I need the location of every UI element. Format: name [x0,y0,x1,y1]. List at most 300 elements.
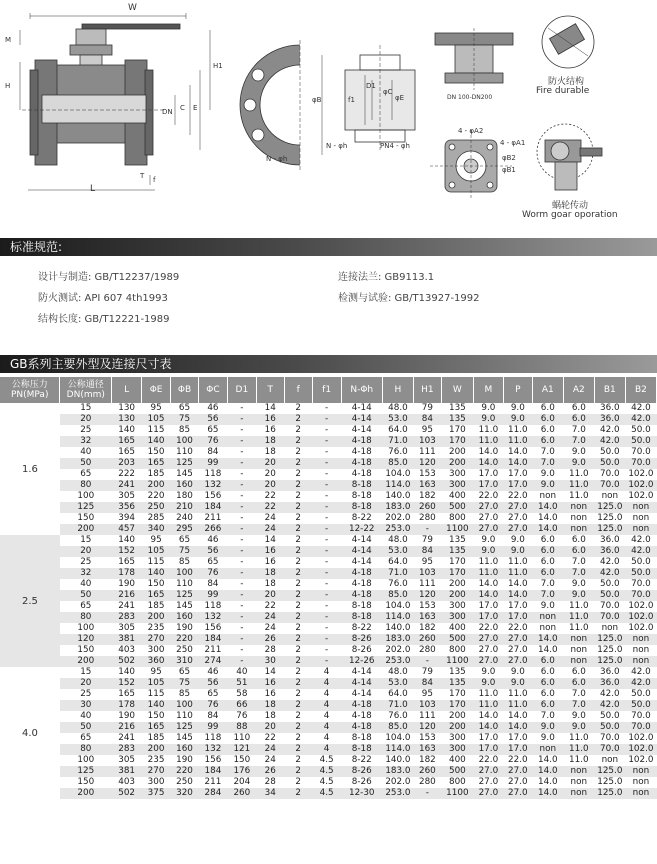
table-cell: 80 [60,612,112,623]
table-cell: 283 [112,744,142,755]
table-cell: 42.0 [625,546,656,557]
table-cell: 394 [118,513,136,523]
table-cell: 130 [112,414,142,425]
table-cell: 300 [441,612,473,623]
table-cell: 110 [233,733,251,743]
table-cell: 14.0 [508,711,528,721]
table-cell: 48.0 [388,403,408,413]
table-cell: 145 [176,733,193,743]
table-cell: 36.0 [600,403,620,413]
table-cell: - [312,414,341,425]
table-cell: 40 [80,447,92,457]
table-cell: 95 [150,403,162,413]
table-cell: 7.0 [571,557,586,567]
table-cell: 118 [204,469,222,479]
table-cell: 20 [60,414,112,425]
table-cell: 4 [312,678,341,689]
table-cell: non [625,766,656,777]
table-cell: 2 [284,722,312,733]
table-cell: 11.0 [508,425,528,435]
table-cell: 70.0 [625,722,656,733]
table-cell: 11.0 [563,612,594,623]
column-header: f1 [312,377,341,403]
table-cell: 152 [112,678,142,689]
table-cell: 190 [118,579,136,589]
table-cell: 190 [118,711,136,721]
table-cell: 135 [448,535,466,545]
table-cell: 95 [150,535,162,545]
table-cell: 163 [413,612,441,623]
table-cell: 76.0 [388,579,408,589]
table-cell: 42.0 [600,689,620,699]
table-cell: 100 [77,491,95,501]
table-cell: 16 [264,689,276,699]
table-cell: 11.0 [478,689,499,699]
table-cell: 125 [60,766,112,777]
dim-d1-label: D1 [366,82,376,90]
table-cell: 50.0 [594,458,625,469]
column-header: H1 [413,377,441,403]
table-cell: - [312,634,341,645]
table-cell: 95 [421,425,433,435]
table-cell: 46 [207,667,219,677]
table-cell: 132 [198,612,227,623]
table-cell: 8-18 [351,601,372,611]
table-cell: 6.0 [532,568,563,579]
table-cell: 250 [176,645,193,655]
table-cell: 2 [284,568,312,579]
dimension-table-header: GB系列主要外型及连接尺寸表 [0,355,657,373]
table-cell: 6.0 [571,535,586,545]
table-cell: 140 [118,667,136,677]
table-cell: 16 [264,557,276,567]
table-cell: 14.0 [532,788,563,799]
table-cell: - [312,502,341,513]
table-cell: 12-26 [341,656,382,667]
table-cell: 4-18 [341,722,382,733]
table-cell: 42.0 [625,678,656,689]
standard-item: 防火测试: API 607 4th1993 [38,293,168,304]
table-cell: 16 [256,546,284,557]
table-cell: 160 [171,612,199,623]
table-cell: 27.0 [503,634,532,645]
table-cell: 140 [118,425,136,435]
table-cell: 6.0 [540,403,555,413]
table-cell: 102.0 [625,744,656,755]
table-cell: 360 [142,656,171,667]
table-cell: 70.0 [631,579,651,589]
table-cell: 11.0 [478,557,499,567]
table-cell: - [413,656,441,667]
table-cell: 300 [448,469,466,479]
table-cell: 42.0 [594,568,625,579]
table-cell: 14.0 [503,590,532,601]
table-cell: - [227,634,256,645]
table-cell: 22.0 [508,623,528,633]
table-cell: 11.0 [503,700,532,711]
table-row [0,744,657,755]
table-cell: non [625,656,656,667]
table-cell: 9.0 [503,414,532,425]
table-cell: 7.0 [540,711,555,721]
dim-f-label: f [153,176,156,184]
table-cell: 102.0 [628,601,654,611]
table-cell: 75 [171,546,199,557]
table-cell: 132 [198,744,227,755]
table-cell: 64.0 [388,689,408,699]
table-cell: 9.0 [510,535,525,545]
table-cell: 2 [295,557,301,567]
table-cell: 280 [418,777,436,787]
table-cell: - [312,546,341,557]
column-header: M [473,377,503,403]
table-cell: 6.0 [540,425,555,435]
table-row [0,700,657,711]
table-cell: 65 [80,733,92,743]
table-cell: 4.5 [319,777,334,787]
table-cell: 165 [142,590,171,601]
table-cell: 9.0 [510,667,525,677]
table-cell: 76.0 [388,447,408,457]
column-header: A2 [563,377,594,403]
table-cell: - [227,612,256,623]
table-cell: 1100 [441,788,473,799]
table-cell: - [312,436,341,447]
table-cell: 111 [418,711,436,721]
table-cell: 28 [264,777,276,787]
table-cell: 183.0 [382,634,413,645]
table-cell: 6.0 [563,678,594,689]
table-cell: 18 [264,579,276,589]
table-cell: 2 [284,524,312,535]
table-cell: - [325,513,329,523]
column-header: T [256,377,284,403]
table-cell: 502 [112,656,142,667]
table-cell: 502 [112,788,142,799]
table-cell: 241 [118,601,136,611]
table-cell: 85.0 [382,722,413,733]
table-row [0,524,657,535]
table-cell: 22 [264,491,276,501]
table-cell: 2 [295,755,301,765]
table-cell: 70.0 [594,612,625,623]
table-cell: - [325,469,329,479]
table-cell: 14 [264,403,276,413]
table-cell: 22 [264,601,276,611]
table-cell: 170 [441,436,473,447]
table-cell: 202.0 [385,513,411,523]
table-cell: 9.0 [510,403,525,413]
table-cell: 100 [77,623,95,633]
table-row [0,502,657,513]
table-cell: 65 [80,469,92,479]
table-row [0,579,657,590]
table-cell: 50.0 [594,722,625,733]
table-cell: 102.0 [628,755,654,765]
table-cell: 200 [441,458,473,469]
table-cell: 6.0 [532,678,563,689]
table-cell: 105 [142,546,171,557]
table-cell: 1100 [441,524,473,535]
table-cell: 6.0 [540,557,555,567]
table-cell: 140.0 [385,623,411,633]
table-cell: 76.0 [388,711,408,721]
table-cell: non [532,744,563,755]
table-cell: 95 [421,557,433,567]
table-cell: 27.0 [508,513,528,523]
table-cell: 51 [227,678,256,689]
table-cell: 153 [418,733,436,743]
table-cell: - [312,590,341,601]
table-cell: 6.0 [540,535,555,545]
table-cell: 165 [142,722,171,733]
table-cell: 283 [112,612,142,623]
table-cell: 216 [112,590,142,601]
table-cell: 211 [204,513,222,523]
table-cell: 42.0 [594,436,625,447]
table-cell: 25 [80,557,92,567]
table-cell: 42.0 [600,557,620,567]
table-cell: 50 [60,590,112,601]
table-cell: 11.0 [478,425,499,435]
table-cell: 76 [236,711,248,721]
table-cell: 14.0 [508,447,528,457]
table-cell: - [240,579,244,589]
table-cell: 17.0 [478,469,499,479]
dn-range-label: DN 100-DN200 [447,94,493,101]
table-cell: 18 [264,711,276,721]
table-cell: 48.0 [388,667,408,677]
table-cell: 9.0 [503,546,532,557]
table-cell: 11.0 [563,480,594,491]
table-cell: - [312,458,341,469]
table-cell: 240 [176,513,193,523]
table-cell: 50.0 [625,700,656,711]
table-cell: 18 [256,700,284,711]
table-cell: 70.0 [625,590,656,601]
table-cell: 85.0 [382,590,413,601]
table-cell: 15 [80,403,92,413]
table-cell: 253.0 [382,656,413,667]
table-cell: 381 [112,634,142,645]
table-row [0,458,657,469]
table-cell: 6.0 [532,414,563,425]
table-cell: 7.0 [563,568,594,579]
column-header: 公称压力 PN(MPa) [0,377,60,403]
column-header: D1 [227,377,256,403]
table-cell: 9.0 [540,601,555,611]
table-cell: 200 [60,524,112,535]
top-flange-section [345,45,415,150]
table-cell: 220 [171,634,199,645]
table-cell: 114.0 [382,744,413,755]
table-cell: 11.0 [473,700,503,711]
table-cell: 260 [227,788,256,799]
table-cell: 9.0 [563,458,594,469]
table-cell: non [539,623,557,633]
valve-side-view [20,13,210,190]
table-cell: 125.0 [594,524,625,535]
table-cell: 50.0 [631,425,651,435]
table-row [0,447,657,458]
table-cell: 241 [118,733,136,743]
table-cell: 185 [147,469,165,479]
table-cell: 27.0 [478,777,499,787]
table-cell: 4-18 [341,700,382,711]
table-cell: 17.0 [503,480,532,491]
dim-f1-label: f1 [348,96,355,104]
table-cell: 163 [413,480,441,491]
table-cell: 153 [418,601,436,611]
table-cell: 156 [204,623,222,633]
table-cell: - [240,557,244,567]
table-cell: 2 [295,645,301,655]
table-cell: 216 [112,722,142,733]
table-header-row [0,377,657,403]
table-cell: 120 [413,722,441,733]
table-cell: 70.0 [600,601,620,611]
table-cell: - [312,524,341,535]
table-cell: 200 [142,612,171,623]
table-cell: 110 [176,711,193,721]
table-cell: 200 [60,788,112,799]
table-cell: 8-26 [341,634,382,645]
table-cell: 15 [80,535,92,545]
table-cell: 22 [256,502,284,513]
table-cell: 274 [198,656,227,667]
table-cell: 150 [233,755,251,765]
table-cell: 270 [142,766,171,777]
table-cell: 135 [441,678,473,689]
table-cell: 65 [207,689,219,699]
table-cell: 6.0 [532,546,563,557]
column-header: B2 [625,377,656,403]
dim-a1-label: 4 - φA1 [500,139,526,147]
table-cell: 145 [176,469,193,479]
table-cell: 182 [418,491,436,501]
table-cell: 4.5 [319,755,334,765]
table-cell: 42.0 [600,425,620,435]
table-cell: 500 [441,634,473,645]
table-cell: 8-18 [351,733,372,743]
table-cell: 266 [198,524,227,535]
table-cell: 14.0 [478,711,499,721]
table-cell: 14.0 [538,777,558,787]
gear-caption-cn: 蜗轮传动 [552,201,589,211]
table-cell: 9.0 [540,469,555,479]
table-cell: 11.0 [508,689,528,699]
table-cell: 4 [323,733,330,743]
flange-end-view [240,40,322,170]
table-cell: 76 [198,700,227,711]
table-cell: 150 [147,711,165,721]
table-cell: 4-14 [351,667,372,677]
table-cell: 4-18 [341,436,382,447]
table-cell: 65 [207,425,219,435]
table-cell: 64.0 [388,425,408,435]
table-cell: 11.0 [473,436,503,447]
table-cell: 210 [171,502,199,513]
table-cell: 50.0 [600,447,620,457]
table-cell: 50.0 [625,568,656,579]
pressure-cell: 2.5 [0,535,60,667]
table-cell: 253.0 [382,524,413,535]
table-cell: 64.0 [388,557,408,567]
table-cell: 70.0 [600,733,620,743]
table-cell: 114.0 [382,612,413,623]
table-cell: 2 [295,777,301,787]
table-cell: 203 [112,458,142,469]
table-cell: - [227,524,256,535]
table-cell: 24 [256,524,284,535]
table-cell: 253.0 [382,788,413,799]
table-cell: 4 [323,689,330,699]
table-cell: - [240,491,244,501]
table-cell: 356 [112,502,142,513]
table-cell: 8-18 [341,502,382,513]
table-cell: - [240,513,244,523]
table-cell: 25 [80,425,92,435]
table-cell: non [632,777,650,787]
table-cell: 8-18 [341,480,382,491]
table-row [0,425,657,436]
table-cell: 403 [118,645,136,655]
table-cell: 340 [142,524,171,535]
column-header: f [284,377,312,403]
column-header: A1 [532,377,563,403]
table-cell: 2 [284,480,312,491]
table-cell: 4-18 [341,458,382,469]
table-cell: 15 [80,667,92,677]
table-cell: 115 [147,557,165,567]
table-cell: 99 [198,458,227,469]
table-cell: 2 [284,656,312,667]
table-cell: 65 [178,667,191,677]
dim-dn-label: DN [162,108,173,116]
table-cell: 2 [295,733,301,743]
table-cell: 102.0 [628,733,654,743]
table-cell: 18 [264,447,276,457]
table-cell: 27.0 [473,634,503,645]
table-cell: 20 [256,590,284,601]
table-cell: 9.0 [481,403,496,413]
table-cell: 27.0 [478,513,499,523]
table-cell: 53.0 [382,414,413,425]
table-cell: non [563,524,594,535]
table-cell: 14.0 [538,645,558,655]
table-cell: 120 [413,590,441,601]
table-cell: 115 [147,689,165,699]
pressure-group [0,403,657,535]
table-cell: 16 [256,678,284,689]
table-cell: 14 [264,535,276,545]
table-cell: 305 [118,755,136,765]
table-cell: 200 [142,480,171,491]
table-cell: 17.0 [503,744,532,755]
table-cell: 184 [198,634,227,645]
table-cell: 135 [441,414,473,425]
table-cell: 320 [171,788,199,799]
table-cell: 22.0 [478,491,499,501]
table-cell: 104.0 [385,601,411,611]
table-cell: 42.0 [625,414,656,425]
table-cell: non [632,645,650,655]
fire-caption-cn: 防火结构 [548,77,585,87]
table-cell: 284 [198,788,227,799]
table-cell: 65 [80,601,92,611]
table-cell: 9.0 [473,678,503,689]
table-cell: 8-22 [351,623,372,633]
